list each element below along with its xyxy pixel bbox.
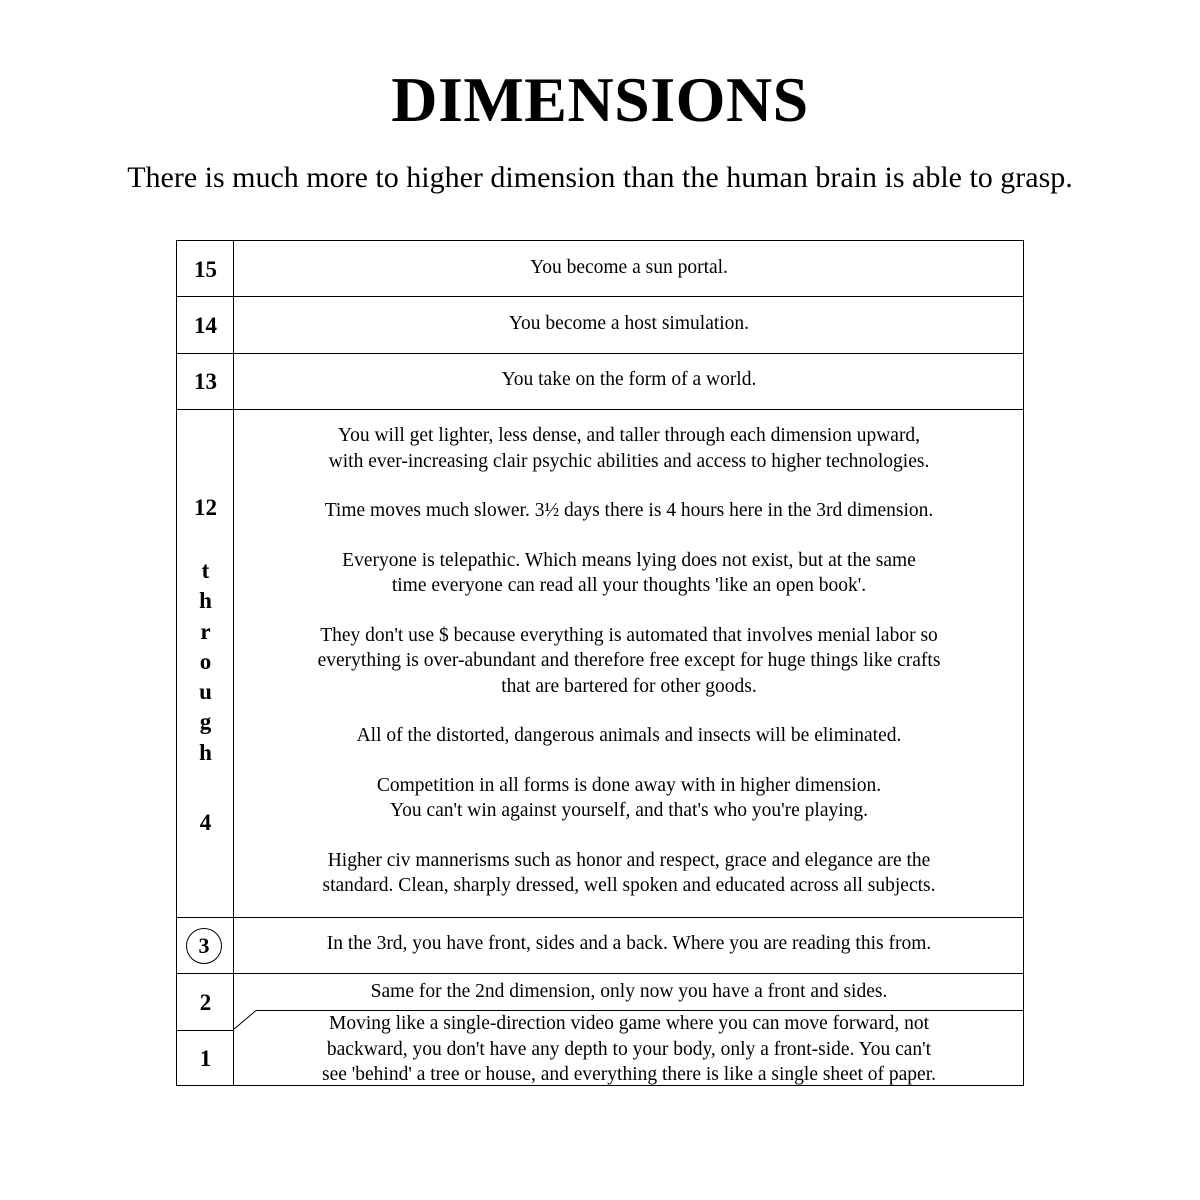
dimension-description-3: In the 3rd, you have front, sides and a back. Where you are reading this from. bbox=[326, 933, 932, 954]
page-title: DIMENSIONS bbox=[391, 64, 809, 135]
dimension-description-14: You become a host simulation. bbox=[508, 313, 750, 334]
dimension-description-13: You take on the form of a world. bbox=[501, 369, 757, 390]
paragraph bbox=[235, 498, 1023, 524]
row-divider bbox=[177, 973, 1023, 974]
dimension-number-4: 4 bbox=[199, 810, 212, 835]
paragraph bbox=[235, 848, 1023, 899]
text-line: see 'behind' a tree or house, and everything there is like a single sheet of paper. bbox=[321, 1064, 937, 1085]
text-line: Higher civ mannerisms such as honor and respect, grace and elegance are the bbox=[327, 849, 931, 871]
dimension-number-14: 14 bbox=[194, 313, 217, 338]
row-divider bbox=[177, 296, 1023, 297]
through-letter: h bbox=[199, 588, 212, 614]
text-line: standard. Clean, sharply dressed, well spoken and educated across all subjects. bbox=[322, 875, 936, 896]
through-label bbox=[177, 556, 234, 768]
paragraph bbox=[235, 773, 1023, 824]
text-line: You will get lighter, less dense, and taller through each dimension upward, bbox=[337, 425, 921, 446]
dimension-description-1 bbox=[235, 1011, 1023, 1088]
dimension-number-2: 2 bbox=[199, 990, 212, 1015]
through-letter: o bbox=[199, 648, 212, 674]
dimension-number-13: 13 bbox=[194, 369, 217, 394]
paragraph bbox=[235, 548, 1023, 599]
row-divider bbox=[177, 917, 1023, 918]
text-line: Everyone is telepathic. Which means lying does not exist, but at the same bbox=[342, 549, 916, 571]
through-letter: h bbox=[199, 739, 212, 765]
page-subtitle: There is much more to higher dimension than the human brain is able to grasp. bbox=[127, 161, 1073, 194]
text-line: everything is over-abundant and therefore free except for huge things like crafts bbox=[317, 650, 941, 671]
text-line: backward, you don't have any depth to your body, only a front-side. You can't bbox=[326, 1038, 932, 1060]
row-divider bbox=[177, 353, 1023, 354]
dimension-description-2: Same for the 2nd dimension, only now you have a front and sides. bbox=[370, 981, 888, 1002]
text-line: Competition in all forms is done away with in higher dimension. bbox=[376, 774, 882, 796]
dimension-number-1: 1 bbox=[199, 1046, 212, 1071]
text-line: time everyone can read all your thoughts 'like an open book'. bbox=[391, 575, 867, 596]
text-line: with ever-increasing clair psychic abilities and access to higher technologies. bbox=[328, 450, 930, 472]
dimensions-table bbox=[176, 240, 1024, 1086]
dimension-number-15: 15 bbox=[194, 257, 217, 282]
through-letter: t bbox=[201, 558, 210, 583]
paragraph bbox=[235, 623, 1023, 700]
through-letter: u bbox=[199, 679, 212, 705]
text-line: Time moves much slower. 3½ days there is 4 hours here in the 3rd dimension. bbox=[324, 500, 934, 521]
text-line: Moving like a single-direction video game where you can move forward, not bbox=[329, 1013, 929, 1034]
through-letter: g bbox=[199, 709, 212, 735]
row-divider bbox=[177, 409, 1023, 410]
row-divider bbox=[177, 1030, 233, 1031]
paragraph bbox=[235, 723, 1023, 749]
text-line: that are bartered for other goods. bbox=[501, 675, 757, 697]
text-line: You can't win against yourself, and that's who you're playing. bbox=[389, 800, 869, 821]
paragraph bbox=[235, 423, 1023, 474]
dimension-description-12-to-4 bbox=[235, 423, 1023, 899]
text-line: All of the distorted, dangerous animals and insects will be eliminated. bbox=[356, 725, 902, 746]
text-line: They don't use $ because everything is automated that involves menial labor so bbox=[320, 624, 938, 646]
dimension-number-3: 3 bbox=[186, 928, 222, 964]
dimension-number-12: 12 bbox=[194, 495, 217, 520]
through-letter: r bbox=[200, 618, 211, 644]
dimension-number-3-cell bbox=[177, 918, 233, 973]
dimension-description-15: You become a sun portal. bbox=[530, 257, 728, 278]
